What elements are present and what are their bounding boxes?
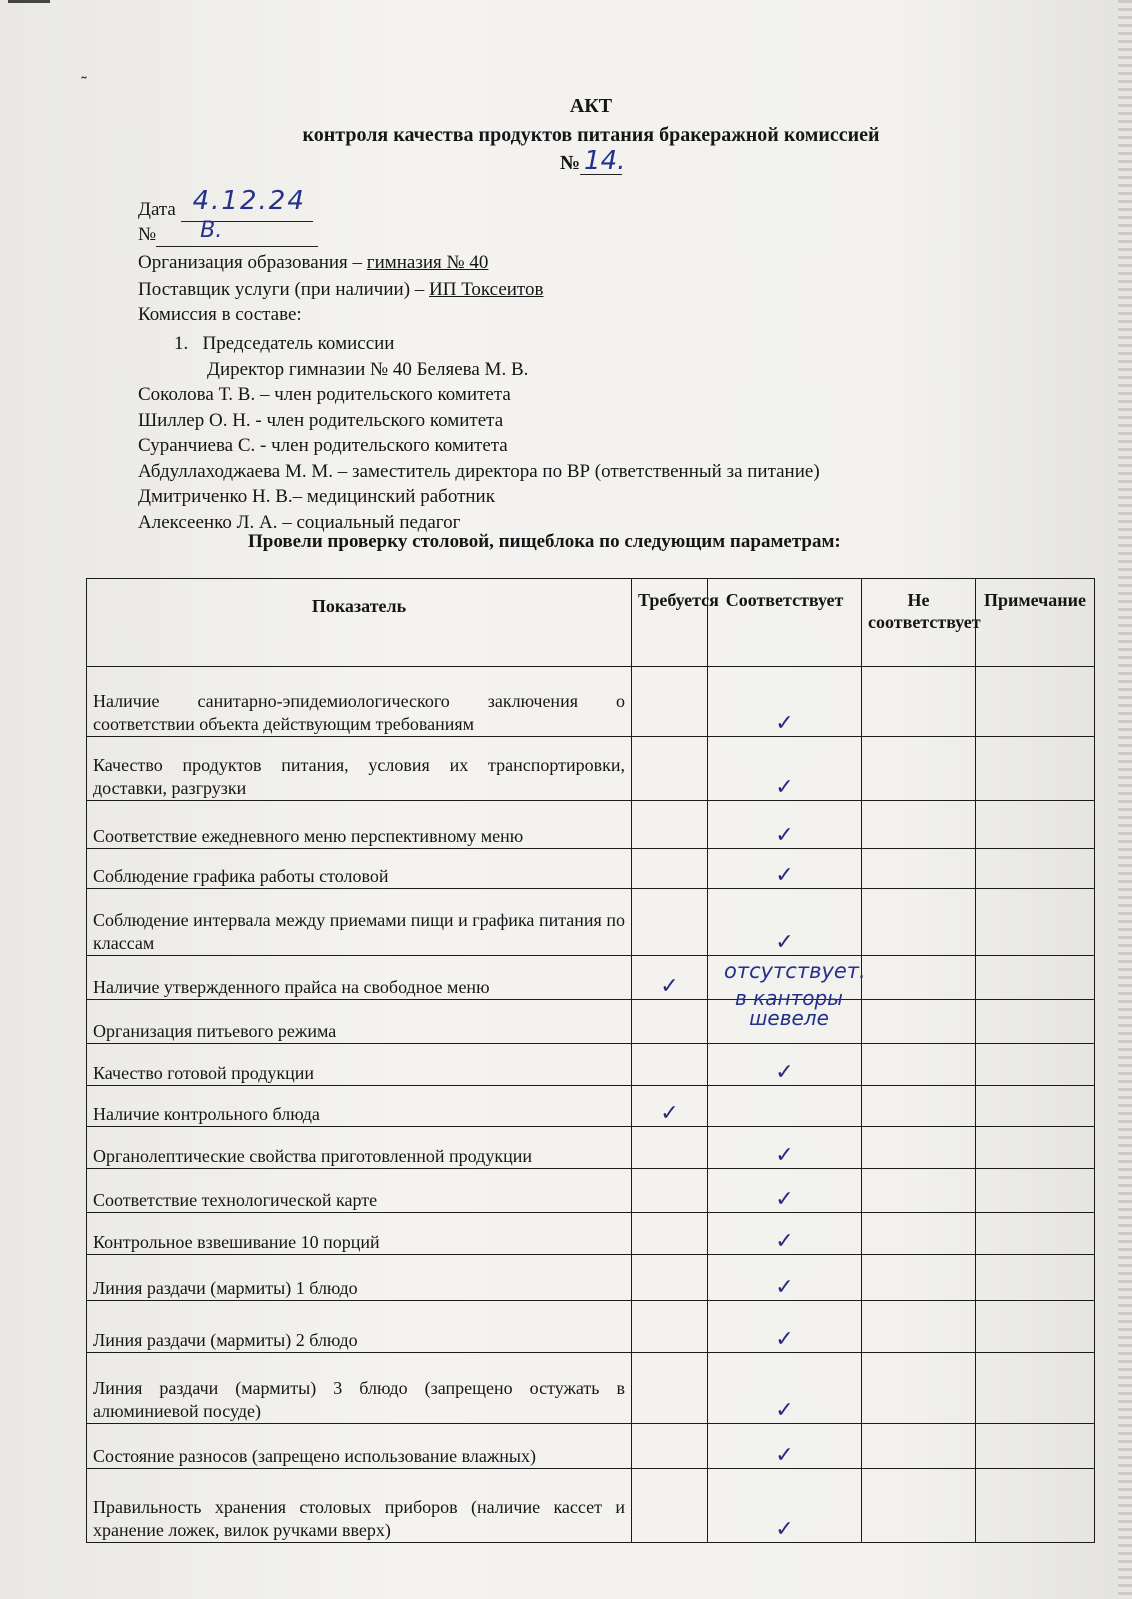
checkmark-icon: ✓ bbox=[775, 823, 794, 848]
checkmark-icon: ✓ bbox=[775, 775, 794, 800]
header-complies: Соответствует bbox=[708, 579, 862, 667]
not-complies-cell bbox=[862, 1424, 976, 1469]
table-row bbox=[87, 956, 1095, 1000]
table-row bbox=[87, 1169, 1095, 1213]
not-complies-cell bbox=[862, 889, 976, 956]
corner-mark bbox=[8, 0, 50, 3]
not-complies-cell bbox=[862, 1301, 976, 1353]
table-row bbox=[87, 1086, 1095, 1127]
indicator-cell: Соблюдение графика работы столовой bbox=[87, 849, 632, 889]
indicator-cell: Качество продуктов питания, условия их транспортировки, доставки, разгрузки bbox=[87, 737, 632, 801]
date-label: Дата bbox=[138, 199, 176, 220]
required-cell bbox=[632, 667, 708, 737]
not-complies-cell bbox=[862, 667, 976, 737]
act-number-line bbox=[580, 146, 626, 176]
header-required: Требуется bbox=[632, 579, 708, 667]
inspection-table bbox=[86, 578, 1095, 1543]
complies-cell bbox=[708, 849, 862, 889]
indicator-cell: Соблюдение интервала между приемами пищи и графика питания по классам bbox=[87, 889, 632, 956]
remark-cell bbox=[976, 1301, 1095, 1353]
table-row bbox=[87, 1127, 1095, 1169]
not-complies-cell bbox=[862, 1213, 976, 1255]
indicator-cell: Наличие контрольного блюда bbox=[87, 1086, 632, 1127]
table-row bbox=[87, 1424, 1095, 1469]
member-item: Шиллер О. Н. - член родительского комитета bbox=[138, 409, 504, 431]
handwritten-note: отсутствует. bbox=[724, 959, 866, 983]
required-cell bbox=[632, 1301, 708, 1353]
remark-cell bbox=[976, 849, 1095, 889]
pen-mark: ˜ bbox=[80, 74, 88, 93]
complies-cell bbox=[708, 1255, 862, 1301]
remark-cell bbox=[976, 1424, 1095, 1469]
not-complies-cell bbox=[862, 1469, 976, 1543]
remark-cell bbox=[976, 737, 1095, 801]
checkmark-icon: ✓ bbox=[775, 1229, 794, 1254]
checkmark-icon: ✓ bbox=[775, 1143, 794, 1168]
member-list bbox=[138, 331, 820, 535]
required-cell bbox=[632, 1000, 708, 1044]
act-number-handwritten: 14. bbox=[584, 146, 626, 176]
remark-cell bbox=[976, 1086, 1095, 1127]
complies-cell bbox=[708, 667, 862, 737]
header-note: Примечание bbox=[976, 579, 1095, 667]
number-line bbox=[156, 218, 318, 247]
remark-cell bbox=[976, 667, 1095, 737]
commission-label: Комиссия в составе: bbox=[138, 304, 302, 325]
complies-cell bbox=[708, 1169, 862, 1213]
required-cell bbox=[632, 1169, 708, 1213]
date-handwritten: 4.12.24 bbox=[192, 186, 306, 216]
not-complies-cell bbox=[862, 737, 976, 801]
required-cell bbox=[632, 1127, 708, 1169]
complies-cell bbox=[708, 1424, 862, 1469]
member-item: Дмитриченко Н. В.– медицинский работник bbox=[138, 486, 495, 507]
table-row bbox=[87, 1255, 1095, 1301]
header-not-complies: Не соответствует bbox=[862, 579, 976, 667]
number-handwritten: В. bbox=[200, 218, 223, 243]
table-row bbox=[87, 889, 1095, 956]
table-row bbox=[87, 1213, 1095, 1255]
checkmark-icon: ✓ bbox=[775, 863, 794, 888]
complies-cell bbox=[708, 889, 862, 956]
checkmark-icon: ✓ bbox=[775, 1275, 794, 1300]
checkmark-icon: ✓ bbox=[775, 1327, 794, 1352]
indicator-cell: Линия раздачи (мармиты) 3 блюдо (запрещено остужать в алюминиевой посуде) bbox=[87, 1353, 632, 1424]
checkmark-icon: ✓ bbox=[775, 1398, 794, 1423]
member-item: Соколова Т. В. – член родительского комитета bbox=[138, 384, 511, 405]
remark-cell bbox=[976, 801, 1095, 849]
chair-number: 1. bbox=[174, 333, 189, 354]
checkmark-icon: ✓ bbox=[775, 930, 794, 955]
complies-cell bbox=[708, 1086, 862, 1127]
checkmark-icon: ✓ bbox=[775, 1517, 794, 1542]
remark-cell bbox=[976, 1255, 1095, 1301]
indicator-cell: Контрольное взвешивание 10 порций bbox=[87, 1213, 632, 1255]
indicator-cell: Линия раздачи (мармиты) 2 блюдо bbox=[87, 1301, 632, 1353]
organization-value: гимназия № 40 bbox=[366, 252, 489, 273]
checkmark-icon: ✓ bbox=[775, 1060, 794, 1085]
required-cell bbox=[632, 1424, 708, 1469]
required-cell bbox=[632, 956, 708, 1000]
not-complies-cell bbox=[862, 801, 976, 849]
remark-cell bbox=[976, 1213, 1095, 1255]
table-row bbox=[87, 1000, 1095, 1044]
table-header-row bbox=[87, 579, 1095, 667]
required-cell bbox=[632, 1044, 708, 1086]
table-row bbox=[87, 1353, 1095, 1424]
not-complies-cell bbox=[862, 1169, 976, 1213]
required-cell bbox=[632, 801, 708, 849]
not-complies-cell bbox=[862, 849, 976, 889]
indicator-cell: Органолептические свойства приготовленной продукции bbox=[87, 1127, 632, 1169]
complies-cell bbox=[708, 1044, 862, 1086]
indicator-cell: Наличие утвержденного прайса на свободное меню bbox=[87, 956, 632, 1000]
remark-cell bbox=[976, 889, 1095, 956]
not-complies-cell bbox=[862, 1255, 976, 1301]
required-cell bbox=[632, 889, 708, 956]
indicator-cell: Состояние разносов (запрещено использование влажных) bbox=[87, 1424, 632, 1469]
remark-cell bbox=[976, 1169, 1095, 1213]
not-complies-cell bbox=[862, 956, 976, 1000]
remark-cell bbox=[976, 1469, 1095, 1543]
indicator-cell: Правильность хранения столовых приборов (наличие кассет и хранение ложек, вилок ручками вверх) bbox=[87, 1469, 632, 1543]
number-row bbox=[138, 218, 318, 247]
member-item: Суранчиева С. - член родительского комитета bbox=[138, 435, 508, 456]
paper-edge bbox=[1118, 0, 1132, 1599]
complies-cell bbox=[708, 1353, 862, 1424]
supplier-label: Поставщик услуги (при наличии) – bbox=[138, 279, 430, 300]
supplier-row bbox=[138, 277, 543, 302]
required-cell bbox=[632, 1086, 708, 1127]
indicator-cell: Соответствие ежедневного меню перспективному меню bbox=[87, 801, 632, 849]
required-cell bbox=[632, 1213, 708, 1255]
remark-cell bbox=[976, 1127, 1095, 1169]
complies-cell bbox=[708, 1469, 862, 1543]
not-complies-cell bbox=[862, 1353, 976, 1424]
indicator-cell: Организация питьевого режима bbox=[87, 1000, 632, 1044]
chair-row bbox=[138, 331, 820, 357]
required-cell bbox=[632, 1353, 708, 1424]
not-complies-cell bbox=[862, 1086, 976, 1127]
checkmark-icon: ✓ bbox=[775, 1187, 794, 1212]
checkmark-icon: ✓ bbox=[660, 974, 679, 999]
table-row bbox=[87, 1301, 1095, 1353]
checkmark-icon: ✓ bbox=[660, 1101, 679, 1126]
complies-cell bbox=[708, 1127, 862, 1169]
indicator-cell: Линия раздачи (мармиты) 1 блюдо bbox=[87, 1255, 632, 1301]
act-number bbox=[0, 146, 1132, 176]
header-indicator: Показатель bbox=[87, 579, 632, 667]
required-cell bbox=[632, 737, 708, 801]
remark-cell bbox=[976, 1044, 1095, 1086]
remark-cell bbox=[976, 1000, 1095, 1044]
table-row bbox=[87, 667, 1095, 737]
table-row bbox=[87, 1469, 1095, 1543]
required-cell bbox=[632, 1255, 708, 1301]
indicator-cell: Качество готовой продукции bbox=[87, 1044, 632, 1086]
act-title: АКТ bbox=[569, 95, 613, 117]
not-complies-cell bbox=[862, 1044, 976, 1086]
complies-cell bbox=[708, 1213, 862, 1255]
member-item: Алексеенко Л. А. – социальный педагог bbox=[138, 511, 461, 533]
act-number-label: № bbox=[559, 152, 581, 174]
table-row bbox=[87, 849, 1095, 889]
remark-cell bbox=[976, 956, 1095, 1000]
complies-cell bbox=[708, 1301, 862, 1353]
number-label: № bbox=[138, 224, 157, 245]
complies-cell bbox=[708, 737, 862, 801]
indicator-cell: Соответствие технологической карте bbox=[87, 1169, 632, 1213]
indicator-cell: Наличие санитарно-эпидемиологического заключения о соответствии объекта действующим требованиям bbox=[87, 667, 632, 737]
complies-cell bbox=[708, 986, 862, 1044]
required-cell bbox=[632, 1469, 708, 1543]
supplier-value: ИП Токсеитов bbox=[429, 279, 544, 300]
not-complies-cell bbox=[862, 1000, 976, 1044]
table-row bbox=[87, 737, 1095, 801]
act-subtitle: контроля качества продуктов питания бракеражной комиссией bbox=[302, 124, 880, 146]
section-heading: Провели проверку столовой, пищеблока по следующим параметрам: bbox=[248, 531, 841, 552]
chair-title: Председатель комиссии bbox=[202, 333, 395, 354]
member-item: Абдуллаходжаева М. М. – заместитель директора по ВР (ответственный за питание) bbox=[138, 460, 820, 482]
remark-cell bbox=[976, 1353, 1095, 1424]
handwritten-note: в канторы шевеле bbox=[735, 986, 843, 1030]
required-cell bbox=[632, 849, 708, 889]
table-row bbox=[87, 1044, 1095, 1086]
not-complies-cell bbox=[862, 1127, 976, 1169]
chair-name: Директор гимназии № 40 Беляева М. В. bbox=[207, 358, 529, 380]
organization-row bbox=[138, 250, 488, 275]
checkmark-icon: ✓ bbox=[775, 1443, 794, 1468]
date-row bbox=[138, 186, 313, 222]
complies-cell bbox=[708, 801, 862, 849]
checkmark-icon: ✓ bbox=[775, 711, 794, 736]
table-row bbox=[87, 801, 1095, 849]
organization-label: Организация образования – bbox=[138, 252, 367, 273]
